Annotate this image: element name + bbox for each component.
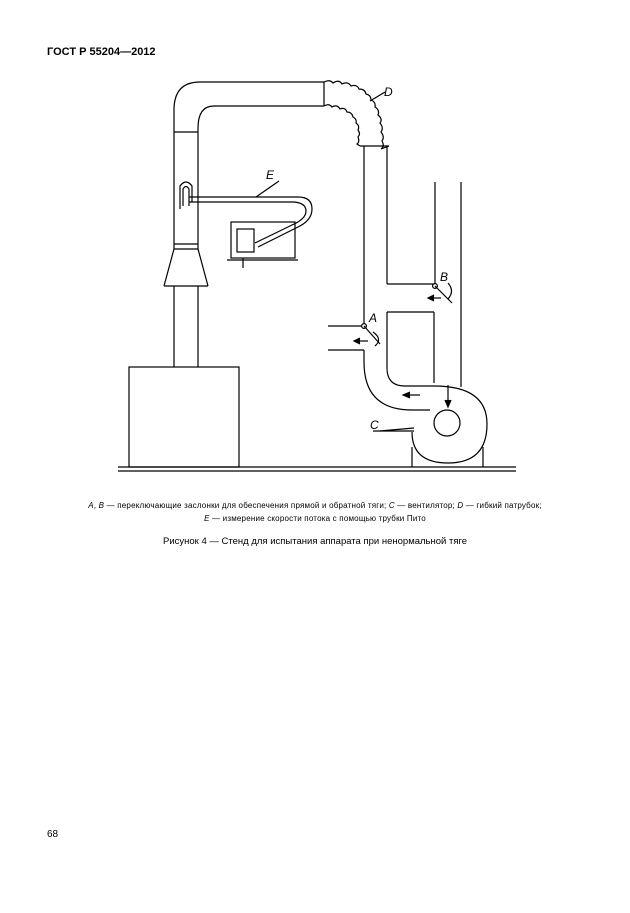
damper-a xyxy=(354,324,380,346)
legend-d: D xyxy=(457,501,464,510)
damper-b xyxy=(428,283,452,303)
legend-c: C xyxy=(388,501,395,510)
label-a: A xyxy=(369,311,378,325)
label-c: C xyxy=(370,418,379,432)
flexible-connector xyxy=(324,81,389,149)
legend-e-text: — измерение скорости потока с помощью трубки Пито xyxy=(209,514,426,523)
floor xyxy=(118,467,516,471)
appliance-box xyxy=(129,367,239,467)
legend-c-text: — вентилятор; xyxy=(394,501,458,510)
pitot-tube xyxy=(180,181,312,247)
fan xyxy=(373,385,487,467)
label-b: B xyxy=(440,270,449,284)
vertical-flue xyxy=(164,110,208,367)
document-header: ГОСТ Р 55204—2012 xyxy=(47,46,156,58)
legend-d-text: — гибкий патрубок; xyxy=(463,501,542,510)
legend-line-2 xyxy=(40,512,590,525)
top-duct xyxy=(174,82,324,128)
page-number: 68 xyxy=(47,829,59,840)
legend-a: A xyxy=(88,501,94,510)
figure-legend xyxy=(40,499,590,525)
legend-b: B xyxy=(98,501,105,510)
label-e: E xyxy=(266,168,275,182)
legend-ab-text: — переключающие заслонки для обеспечения прямой и обратной тяги; xyxy=(104,501,389,510)
legend-sep: , xyxy=(93,501,99,510)
label-d: D xyxy=(384,85,393,99)
figure-caption: Рисунок 4 — Стенд для испытания аппарата при ненормальной тяге xyxy=(162,536,468,547)
legend-line-1 xyxy=(40,499,590,512)
legend-e: E xyxy=(204,514,210,523)
